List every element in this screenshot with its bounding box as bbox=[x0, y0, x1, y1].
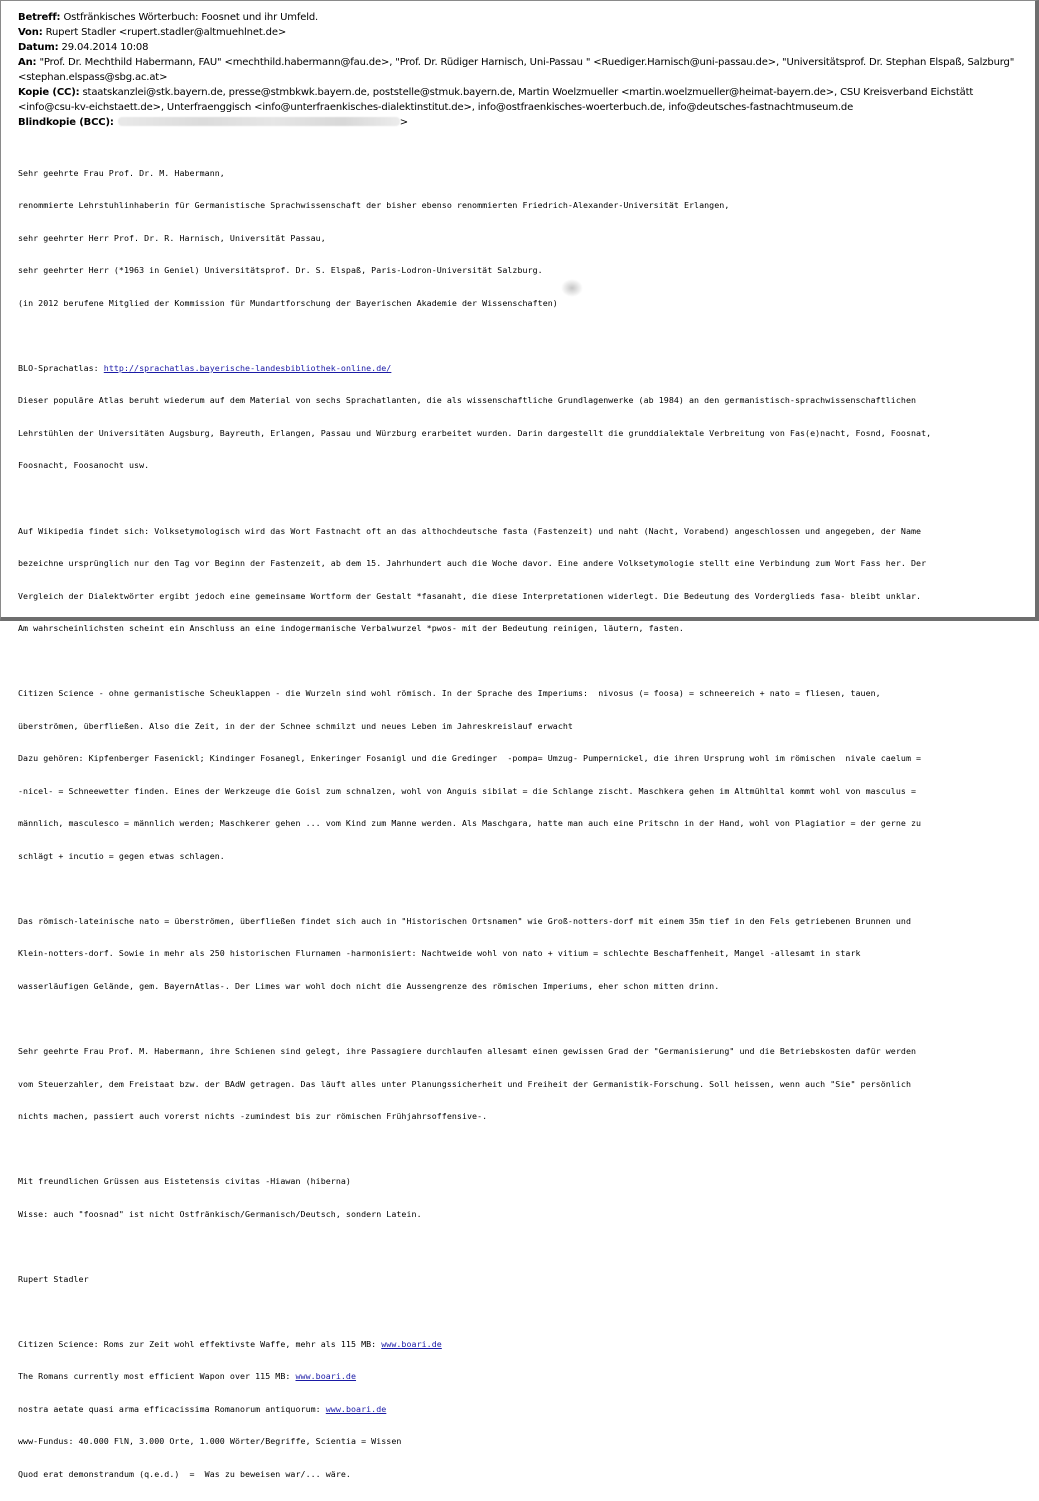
subject-value: Ostfränkisches Wörterbuch: Foosnet und ihr Umfeld. bbox=[63, 12, 319, 23]
from-value[interactable]: Rupert Stadler <rupert.stadler@altmuehlnet.de> bbox=[45, 27, 287, 38]
from-row bbox=[18, 25, 1030, 40]
to-label: An: bbox=[18, 57, 37, 68]
footer-text: nostra aetate quasi arma efficacissima Romanorum antiquorum: bbox=[18, 1403, 326, 1414]
salutation-line: renommierte Lehrstuhlinhaberin für Germanistische Sprachwissenschaft der bisher ebenso renommierten Friedrich-Alexander-Universität Erlangen, bbox=[18, 200, 730, 211]
wiki-line: Vergleich der Dialektwörter ergibt jedoch eine gemeinsame Wortform der Gestalt *fasanaht, die diese Interpretationen widerlegt. Die Bedeutung des Vorderglieds fasa- bleibt unklar. bbox=[18, 590, 922, 601]
footer-line bbox=[18, 1371, 1030, 1382]
wiki-line: bezeichne ursprünglich nur den Tag vor Beginn der Fastenzeit, ab dem 15. Jahrhundert auch die Woche davor. Eine andere Volksetymologie stellt eine Verbindung zum Wort Fass her. Der bbox=[18, 558, 927, 569]
cc-row bbox=[18, 85, 1030, 115]
salutation-line: sehr geehrter Herr Prof. Dr. R. Harnisch, Universität Passau, bbox=[18, 232, 326, 243]
blo-link[interactable]: http://sprachatlas.bayerische-landesbibliothek-online.de/ bbox=[103, 362, 392, 373]
subject-label: Betreff: bbox=[18, 12, 61, 23]
bcc-row bbox=[18, 115, 1030, 130]
bcc-tail: > bbox=[399, 117, 408, 128]
salutation-line: sehr geehrter Herr (*1963 in Geniel) Universitätsprof. Dr. S. Elspaß, Paris-Lodron-Universität Salzburg. bbox=[18, 265, 543, 276]
footer-text: The Romans currently most efficient Wapon over 115 MB: bbox=[18, 1371, 296, 1382]
citizen-line: schlägt + incutio = gegen etwas schlagen. bbox=[18, 850, 225, 861]
closing-line: vom Steuerzahler, dem Freistaat bzw. der BAdW getragen. Das läuft alles unter Planungssicherheit und Freiheit der Germanistik-Forschung. Soll heissen, wenn auch "Sie" persönlich bbox=[18, 1078, 911, 1089]
boari-link[interactable]: www.boari.de bbox=[381, 1338, 442, 1349]
citizen-line: Citizen Science - ohne germanistische Scheuklappen - die Wurzeln sind wohl römisch. In der Sprache des Imperiums: nivosus (= foosa) = schneereich + nato = fliesen, tauen, bbox=[18, 688, 881, 699]
salutation-line: Sehr geehrte Frau Prof. Dr. M. Habermann, bbox=[18, 167, 225, 178]
greeting-line: Mit freundlichen Grüssen aus Eistetensis civitas -Hiawan (hiberna) bbox=[18, 1176, 351, 1187]
to-value[interactable]: "Prof. Dr. Mechthild Habermann, FAU" <mechthild.habermann@fau.de>, "Prof. Dr. Rüdiger Harnisch, Uni-Passau " <Ruediger.Harnisch@uni-passau.de>, "Universitätsprof. Dr. Stephan Elspaß, Salzburg" <stephan.elspass@sbg.ac.at> bbox=[18, 57, 1015, 83]
greeting-line: Wisse: auch "foosnad" ist nicht Ostfränkisch/Germanisch/Deutsch, sondern Latein. bbox=[18, 1208, 422, 1219]
email-header bbox=[18, 10, 1030, 130]
citizen-line: -nicel- = Schneewetter finden. Eines der Werkzeuge die Goisl zum schnalzen, wohl von Anguis sibilat = die Schlange zischt. Maschkera gehen im Altmühltal kommt wohl von masculus = bbox=[18, 785, 917, 796]
roman-line: Das römisch-lateinische nato = überströmen, überfließen findet sich auch in "Historischen Ortsnamen" wie Groß-notters-dorf mit einem 35m tief in den Fels getriebenen Brunnen und bbox=[18, 915, 911, 926]
footer-line: www-Fundus: 40.000 FlN, 3.000 Orte, 1.000 Wörter/Begriffe, Scientia = Wissen bbox=[18, 1436, 402, 1447]
boari-link[interactable]: www.boari.de bbox=[325, 1403, 387, 1414]
citizen-line: Dazu gehören: Kipfenberger Fasenickl; Kindinger Fosanegl, Enkeringer Fosanigl und die Gredinger -pompa= Umzug- Pumpernickel, die ihren Ursprung wohl im römischen nivale caelum = bbox=[18, 753, 922, 764]
from-label: Von: bbox=[18, 27, 43, 38]
closing-line: nichts machen, passiert auch vorerst nichts -zumindest bis zur römischen Frühjahrsoffensive-. bbox=[18, 1111, 488, 1122]
cc-value[interactable]: staatskanzlei@stk.bayern.de, presse@stmbkwk.bayern.de, poststelle@stmuk.bayern.de, Martin Woelzmueller <martin.woelzmueller@heimat-bayern.de>, CSU Kreisverband Eichstätt <info@csu-kv-eichstaett.de>, Unterfraenggisch <info@unterfraenkisches-dialektinstitut.de>, info@ostfraenkisches-woerterbuch.de, info@deutsches-fastnachtmuseum.de bbox=[18, 87, 974, 113]
roman-line: Klein-notters-dorf. Sowie in mehr als 250 historischen Flurnamen -harmonisiert: Nachtweide wohl von nato + vitium = schlechte Beschaffenheit, Mangel -allesamt in stark bbox=[18, 948, 861, 959]
citizen-line: überströmen, überfließen. Also die Zeit, in der der Schnee schmilzt und neues Leben im Jahreskreislauf erwacht bbox=[18, 720, 573, 731]
email-body bbox=[18, 146, 1030, 1501]
date-value: 29.04.2014 10:08 bbox=[61, 42, 149, 53]
cc-label: Kopie (CC): bbox=[18, 87, 80, 98]
blo-text-line: Lehrstühlen der Universitäten Augsburg, Bayreuth, Erlangen, Passau und Würzburg erarbeitet wurden. Darin dargestellt die grunddialektale Verbreitung von Fas(e)nacht, Fosnd, Foosnat, bbox=[18, 427, 932, 438]
citizen-line: männlich, masculesco = männlich werden; Maschkerer gehen ... vom Kind zum Manne werden. Als Maschgara, hatte man auch eine Pritschn in der Hand, wohl von Plagiatior = der gerne zu bbox=[18, 818, 922, 829]
footer-line: Quod erat demonstrandum (q.e.d.) = Was zu beweisen war/... wäre. bbox=[18, 1468, 351, 1479]
date-row bbox=[18, 40, 1030, 55]
blo-text-line: Foosnacht, Foosanocht usw. bbox=[18, 460, 150, 471]
signature: Rupert Stadler bbox=[18, 1273, 89, 1284]
blo-text-line: Dieser populäre Atlas beruht wiederum auf dem Material von sechs Sprachatlanten, die als wissenschaftliche Grundlagenwerke (ab 1984) an den germanistisch-sprachwissenschaftlichen bbox=[18, 395, 917, 406]
blo-line bbox=[18, 363, 1030, 374]
footer-line bbox=[18, 1339, 1030, 1350]
wiki-line: Am wahrscheinlichsten scheint ein Anschluss an eine indogermanische Verbalwurzel *pwos- mit der Bedeutung reinigen, läutern, fasten. bbox=[18, 623, 684, 634]
subject-row bbox=[18, 10, 1030, 25]
date-label: Datum: bbox=[18, 42, 59, 53]
roman-line: wasserläufigen Gelände, gem. BayernAtlas-. Der Limes war wohl doch nicht die Aussengrenze des römischen Imperiums, eher schon mitten drinn. bbox=[18, 980, 720, 991]
boari-link[interactable]: www.boari.de bbox=[295, 1371, 357, 1382]
closing-line: Sehr geehrte Frau Prof. M. Habermann, ihre Schienen sind gelegt, ihre Passagiere durchlaufen allesamt einen gewissen Grad der "Germanisierung" und die Betriebskosten dafür werden bbox=[18, 1046, 917, 1057]
footer-text: Citizen Science: Roms zur Zeit wohl effektivste Waffe, mehr als 115 MB: bbox=[18, 1338, 382, 1349]
bcc-label: Blindkopie (BCC): bbox=[18, 117, 114, 128]
wiki-line: Auf Wikipedia findet sich: Volksetymologisch wird das Wort Fastnacht oft an das althochdeutsche fasta (Fastenzeit) und naht (Nacht, Vorabend) angeschlossen und angegeben, der Name bbox=[18, 525, 922, 536]
salutation-line: (in 2012 berufene Mitglied der Kommission für Mundartforschung der Bayerischen Akademie der Wissenschaften) bbox=[18, 297, 558, 308]
to-row bbox=[18, 55, 1030, 85]
footer-line bbox=[18, 1404, 1030, 1415]
bcc-redacted bbox=[118, 117, 400, 126]
blo-prefix: BLO-Sprachatlas: bbox=[18, 362, 104, 373]
